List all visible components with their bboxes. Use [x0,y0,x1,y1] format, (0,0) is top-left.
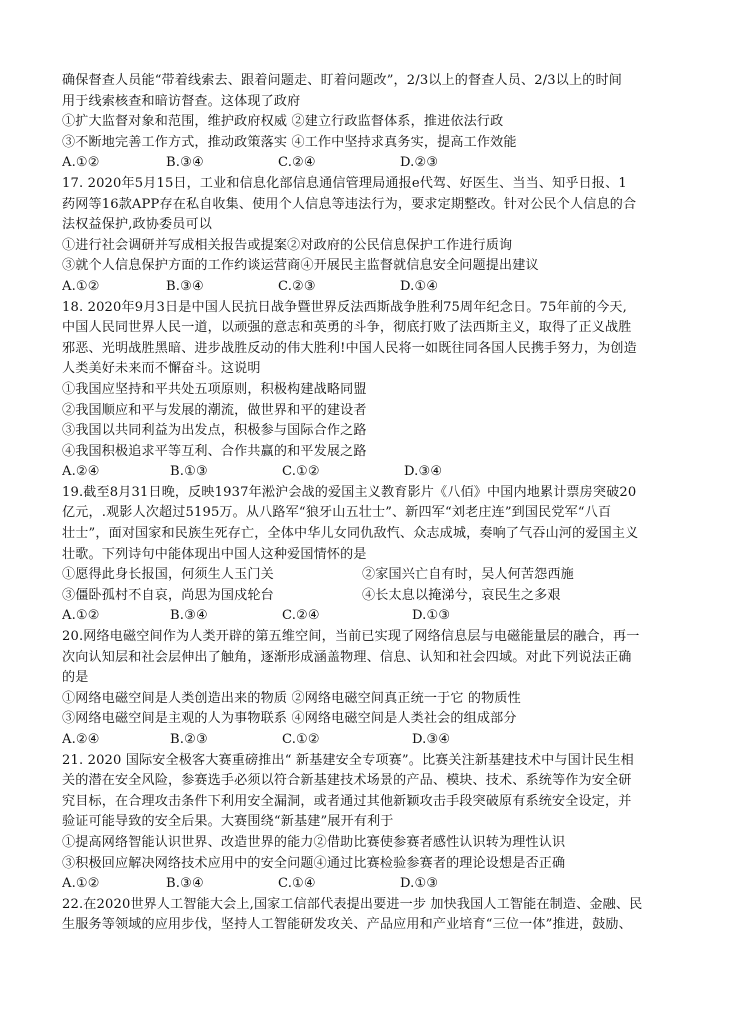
answer-c: C.②③ [278,278,316,294]
poem-option: ④长太息以掩涕兮，哀民生之多艰 [362,587,561,603]
stem-line: 用于线索核查和暗访督查。这体现了政府 [62,93,301,109]
answer-choices [62,874,707,895]
stem-line: 21. 2020 国际安全极客大赛重磅推出“ 新基建安全专项赛”。比赛关注新基建技术中与国计民生相 [62,752,634,768]
answer-choices [62,462,707,483]
answer-a: A.②④ [62,732,100,747]
option-line: ③我国以共同利益为出发点，积极参与国际合作之路 [62,423,367,439]
answer-b: B.③④ [166,278,204,294]
stem-line: 法权益保护,政协委员可以 [62,217,212,233]
answer-choices [62,606,707,627]
answer-choices [62,277,707,298]
answer-b: B.③④ [166,876,204,892]
option-line: ③积极回应解决网络技术应用中的安全问题④通过比赛检验参赛者的理论设想是否正确 [62,855,566,871]
stem-line: 药网等16款APP存在私自收集、使用个人信息等违法行为，要求定期整改。针对公民个人信息的合 [62,196,637,212]
question-17 [62,174,707,298]
answer-c: C.②④ [278,155,316,171]
answer-c: C.①② [282,464,320,480]
stem-line: 亿元，.观影人次超过5195万。从八路军“狼牙山五壮士”、新四军“刘老庄连”到国民党军“八百 [62,505,612,521]
poem-option: ③僵卧孤村不自哀，尚思为国戍轮台 [62,587,274,603]
question-18 [62,298,707,483]
answer-c: C.②④ [282,608,320,624]
stem-line: 验证可能导致的安全后果。大赛围绕“新基建”展开有利于 [62,814,394,830]
option-line: ④我国积极追求平等互利、合作共赢的和平发展之路 [62,443,367,459]
answer-b: B.②③ [170,732,208,747]
answer-a: A.②④ [62,464,100,480]
answer-choices [62,153,707,174]
stem-line: 20.网络电磁空间作为人类开辟的第五维空间，当前已实现了网络信息层与电磁能量层的融合，再一 [62,629,640,645]
poem-option: ①愿得此身长报国，何须生人玉门关 [62,567,274,583]
answer-a: A.①② [62,155,100,171]
answer-b: B.③④ [170,608,208,624]
stem-line: 邪恶、光明战胜黑暗、进步战胜反动的伟大胜利!中国人民将一如既往同各国人民携手努力，为创造 [62,340,637,356]
stem-line: 确保督查人员能“带着线索去、跟着问题走、盯着问题改”，2/3以上的督查人员、2/3以上的时间 [62,73,622,88]
answer-c: C.①④ [278,876,316,892]
stem-line: 中国人民同世界人民一道，以顽强的意志和英勇的斗争，彻底打败了法西斯主义，取得了正义战胜 [62,320,632,336]
answer-d: D.②③ [400,155,439,171]
poem-option: ②家国兴亡自有时，吴人何苦怨西施 [362,567,574,583]
stem-line: 次向认知层和社会层伸出了触角，逐渐形成涵盖物理、信息、认知和社会四域。对此下列说法正确 [62,649,632,665]
answer-b: B.③④ [166,155,204,171]
stem-line: 19.截至8月31日晚，反映1937年淞沪会战的爱国主义教育影片《八佰》中国内地累计票房突破20 [62,484,637,500]
stem-line: 人类美好未来而不懈奋斗。这说明 [62,361,261,377]
option-line: ③网络电磁空间是主观的人为事物联系 ④网络电磁空间是人类社会的组成部分 [62,711,517,727]
stem-line: 22.在2020世界人工智能大会上,国家工信部代表提出要进一步 加快我国人工智能在制造、金融、民 [62,896,643,912]
stem-line: 究目标，在合理攻击条件下利用安全漏洞，或者通过其他新颖攻击手段突破原有系统安全设定，并 [62,793,632,809]
question-19 [62,483,707,627]
stem-line: 生服务等领域的应用步伐，坚持人工智能研发攻关、产品应用和产业培育“三位一体”推进，鼓励、 [62,917,632,933]
answer-d: D.①③ [400,876,439,892]
option-line: ③不断地完善工作方式，推动政策落实 ④工作中坚持求真务实，提高工作效能 [62,134,517,150]
stem-line: 17. 2020年5月15日，工业和信息化部信息通信管理局通报e代驾、好医生、当当、知乎日报、1 [62,175,627,191]
option-line: ①我国应坚持和平共处五项原则，积极构建战略同盟 [62,381,367,397]
answer-d: D.③④ [404,464,443,480]
answer-b: B.①③ [170,464,208,480]
stem-line: 18. 2020年9月3日是中国人民抗日战争暨世界反法西斯战争胜利75周年纪念日。75年前的今天, [62,299,627,315]
option-line: ①提高网络智能认识世界、改造世界的能力②借助比赛使参赛者感性认识转为理性认识 [62,834,566,850]
answer-a: A.①② [62,608,100,624]
answer-a: A.①② [62,278,100,294]
option-line: ①网络电磁空间是人类创造出来的物质 ②网络电磁空间真正统一于它 的物质性 [62,690,521,706]
answer-choices [62,730,707,751]
answer-d: D.①④ [400,278,439,294]
answer-a: A.①② [62,876,100,892]
stem-line: 壮士”，面对国家和民族生死存亡，全体中华儿女同仇敌忾、众志成城，奏响了气吞山河的爱国主义 [62,526,639,542]
option-line [62,565,707,586]
stem-line: 关的潜在安全风险，参赛选手必须以符合新基建技术场景的产品、模块、技术、系统等作为安全研 [62,773,632,789]
option-line: ③就个人信息保护方面的工作约谈运营商④开展民主监督就信息安全问题提出建议 [62,258,539,274]
question-22 [62,895,707,936]
option-line: ②我国顺应和平与发展的潮流，做世界和平的建设者 [62,402,367,418]
option-line [62,586,707,607]
option-line: ①进行社会调研并写成相关报告或提案②对政府的公民信息保护工作进行质询 [62,237,513,253]
question-16 [62,71,707,174]
question-20 [62,627,707,751]
option-line: ①扩大监督对象和范围，维护政府权威 ②建立行政监督体系，推进依法行政 [62,114,504,130]
question-21 [62,751,707,895]
answer-d: D.①③ [412,608,451,624]
stem-line: 的是 [62,670,89,686]
answer-d: D.③④ [412,732,451,747]
answer-c: C.①② [282,732,320,747]
stem-line: 壮歌。下列诗句中能体现出中国人这种爱国情怀的是 [62,546,367,562]
